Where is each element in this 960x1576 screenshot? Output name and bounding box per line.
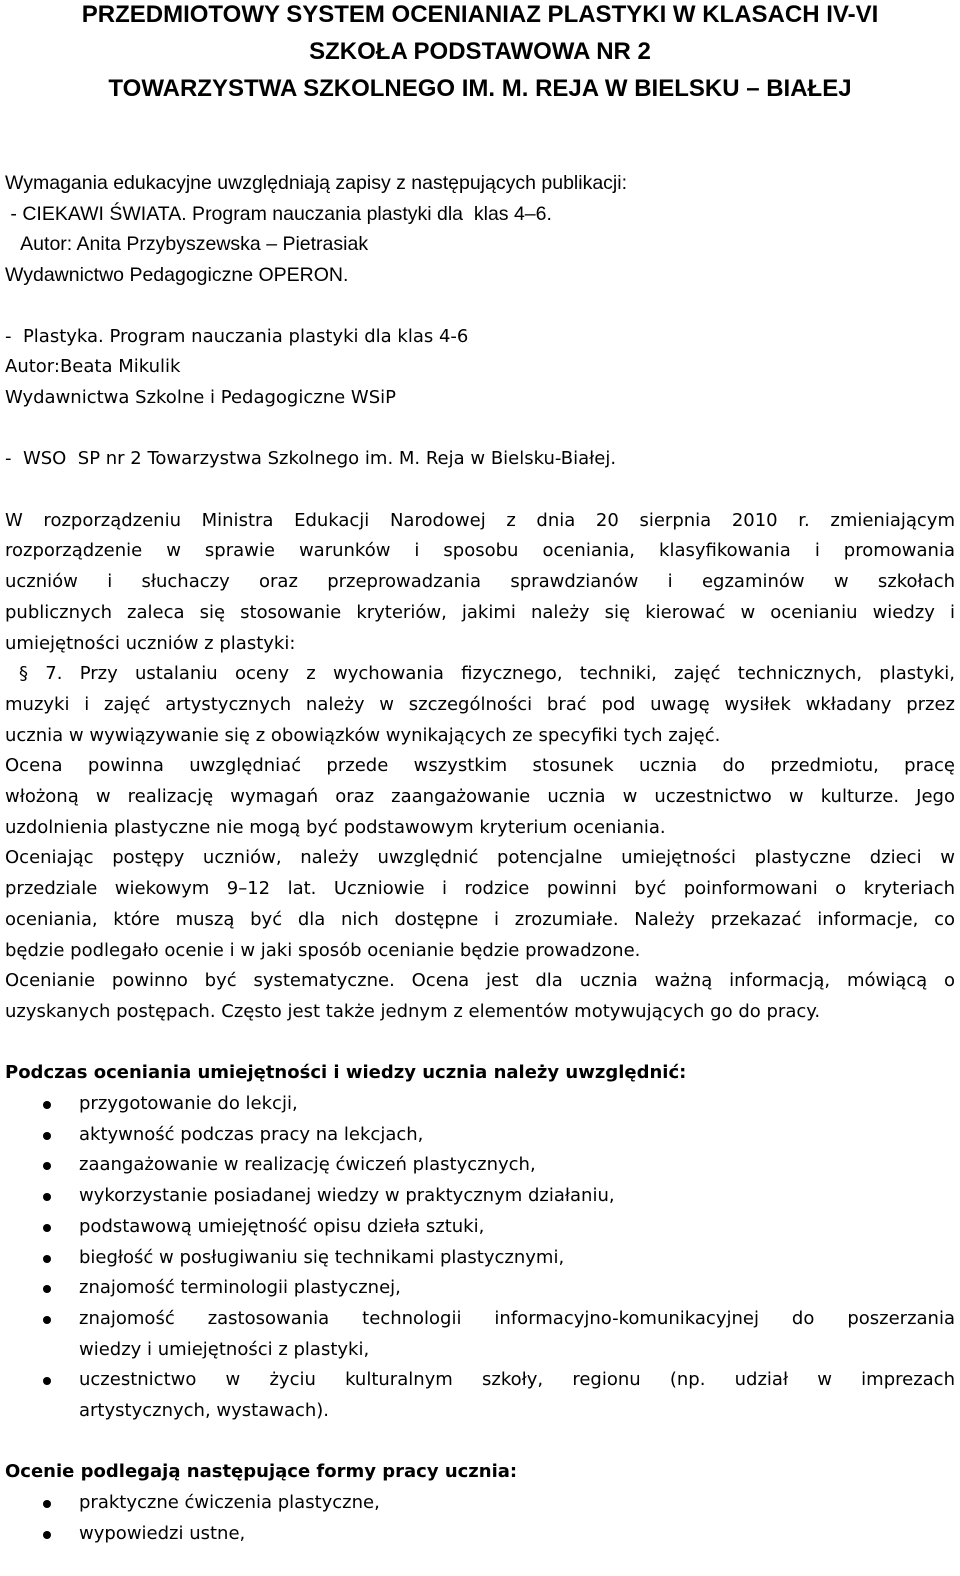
publication-3: - WSO SP nr 2 Towarzystwa Szkolnego im. M. Reja w Bielsku-Białej. [5,448,617,470]
ocena-line-last: uzdolnienia plastyczne nie mogą być podstawowym kryterium oceniania. [5,816,666,838]
publication-1-line-2: Autor: Anita Przybyszewska – Pietrasiak [5,233,369,256]
list-item [5,1243,955,1274]
list-item-text: znajomość zastosowania technologii informacyjno-komunikacyjnej do poszerzania [79,1307,955,1329]
list-item [5,1488,955,1519]
list-item-text: biegłość w posługiwaniu się technikami plastycznymi, [79,1246,565,1268]
bullet-icon [43,1162,51,1170]
regulation-line: W rozporządzeniu Ministra Edukacji Narodowej z dnia 20 sierpnia 2010 r. zmieniającym [5,509,955,531]
publication-2-line-3: Wydawnictwa Szkolne i Pedagogiczne WSiP [5,386,396,408]
bullet-icon [43,1531,51,1539]
list-item-text: przygotowanie do lekcji, [79,1093,298,1115]
systematic-line: Ocenianie powinno być systematyczne. Ocena jest dla ucznia ważną informacją, mówiącą o [5,970,955,992]
bullet-icon [43,1224,51,1232]
list-item-text: praktyczne ćwiczenia plastyczne, [79,1492,380,1514]
header-line-3: TOWARZYSTWA SZKOLNEGO IM. M. REJA W BIELSKU – BIAŁEJ [108,75,852,102]
forms-list [5,1488,955,1549]
bullet-icon [43,1500,51,1508]
criteria-heading: Podczas oceniania umiejętności i wiedzy ucznia należy uwzględnić: [5,1062,687,1084]
bullet-icon [43,1285,51,1293]
oceniajac-line: oceniania, które muszą być dla nich dostępne i zrozumiałe. Należy przekazać informacje, co [5,908,955,930]
publication-1-line-1: - CIEKAWI ŚWIATA. Program nauczania plastyki dla klas 4–6. [5,202,552,225]
ocena-line: włożoną w realizację wymagań oraz zaangażowanie ucznia w uczestnictwo w kulturze. Jego [5,786,955,808]
list-item [5,1304,955,1365]
oceniajac-line-last: będzie podlegało ocenie i w jaki sposób ocenianie będzie prowadzone. [5,939,641,961]
list-item-text: wykorzystanie posiadanej wiedzy w praktycznym działaniu, [79,1185,615,1207]
systematic-paragraph [5,966,955,1027]
oceniajac-line: przedziale wiekowym 9–12 lat. Uczniowie i rodzice powinni być poinformowani o kryteriach [5,878,955,900]
bullet-icon [43,1316,51,1324]
list-item-text: artystycznych, wystawach). [79,1400,330,1422]
oceniajac-paragraph [5,843,955,966]
bullet-icon [43,1377,51,1385]
list-item [5,1273,955,1304]
list-item-text: wiedzy i umiejętności z plastyki, [79,1338,370,1360]
list-item-text: aktywność podczas pracy na lekcjach, [79,1123,424,1145]
header-line-2: SZKOŁA PODSTAWOWA NR 2 [309,38,651,65]
list-item [5,1150,955,1181]
list-item [5,1089,955,1120]
criteria-list [5,1089,955,1427]
bullet-icon [43,1101,51,1109]
list-item-text: zaangażowanie w realizację ćwiczeń plastycznych, [79,1154,536,1176]
bullet-icon [43,1255,51,1263]
ocena-line: Ocena powinna uwzględniać przede wszystkim stosunek ucznia do przedmiotu, pracę [5,755,955,777]
regulation-paragraph [5,506,955,660]
publication-2-line-2: Autor:Beata Mikulik [5,356,181,378]
regulation-line: rozporządzenie w sprawie warunków i sposobu oceniania, klasyfikowania i promowania [5,540,955,562]
paragraph-7-line-last: ucznia w wywiązywanie się z obowiązków wynikających ze specyfiki tych zajęć. [5,724,721,746]
list-item-text: podstawową umiejętność opisu dzieła sztuki, [79,1215,485,1237]
list-item-text: znajomość terminologii plastycznej, [79,1277,401,1299]
paragraph-7-line: § 7. Przy ustalaniu oceny z wychowania fizycznego, techniki, zajęć technicznych, plastyki, [19,663,955,685]
document-header [0,0,960,107]
paragraph-7-line: muzyki i zajęć artystycznych należy w szczególności brać pod uwagę wysiłek wkładany przez [5,693,955,715]
list-item [5,1519,955,1550]
bullet-icon [43,1193,51,1201]
regulation-line: publicznych zaleca się stosowanie kryteriów, jakimi należy się kierować w ocenianiu wiedzy i [5,601,955,623]
ocena-paragraph [5,751,955,843]
systematic-line-last: uzyskanych postępach. Często jest także jednym z elementów motywujących go do pracy. [5,1000,821,1022]
publication-1-line-3: Wydawnictwo Pedagogiczne OPERON. [5,264,349,287]
header-line-1: PRZEDMIOTOWY SYSTEM OCENIANIAZ PLASTYKI W KLASACH IV-VI [81,1,879,28]
publication-2-line-1: - Plastyka. Program nauczania plastyki dla klas 4-6 [5,325,469,347]
oceniajac-line: Oceniając postępy uczniów, należy uwzględnić potencjalne umiejętności plastyczne dzieci w [5,847,955,869]
list-item-text: wypowiedzi ustne, [79,1522,246,1544]
list-item [5,1181,955,1212]
list-item [5,1120,955,1151]
list-item [5,1212,955,1243]
list-item-text: uczestnictwo w życiu kulturalnym szkoły, regionu (np. udział w imprezach [79,1369,955,1391]
document-body [5,168,955,1550]
list-item [5,1365,955,1426]
regulation-line: uczniów i słuchaczy oraz przeprowadzania sprawdzianów i egzaminów w szkołach [5,571,955,593]
forms-heading: Ocenie podlegają następujące formy pracy ucznia: [5,1461,518,1483]
intro-text: Wymagania edukacyjne uwzględniają zapisy z następujących publikacji: [5,172,628,194]
regulation-line-last: umiejętności uczniów z plastyki: [5,632,296,654]
paragraph-7 [5,659,955,751]
bullet-icon [43,1132,51,1140]
